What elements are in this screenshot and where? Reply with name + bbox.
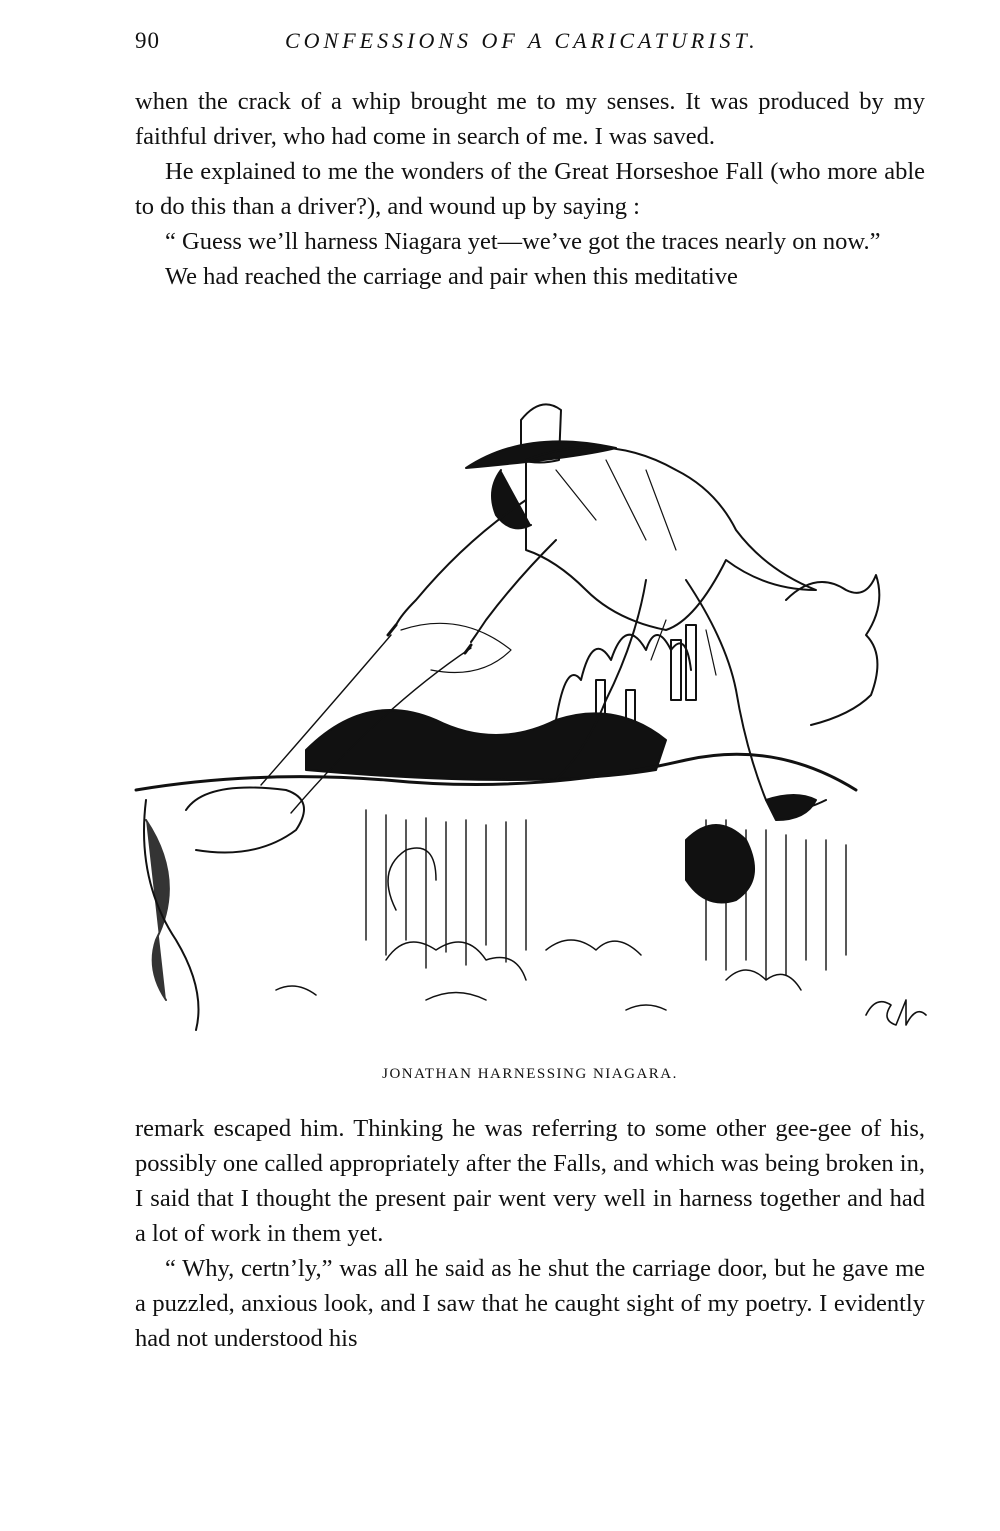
paragraph: “ Why, certn’ly,” was all he said as he shut the carriage door, but he gave me a puzzled, anxious look, and I saw that he caught sight of my poetry. I evidently had not understood his [135,1255,925,1352]
waterfall [136,754,856,1030]
paragraph: remark escaped him. Thinking he was referring to some other gee-gee of his, possibly one called appropriately after the Falls, and which was being broken in, I said that I thought the present pair went very well in harness together and had a lot of work in them yet. [135,1115,925,1247]
running-title: CONFESSIONS OF A CARICATURIST. [285,28,759,53]
paragraph: when the crack of a whip brought me to my senses. It was produced by my faithful driver, who had come in search of me. I was saved. [135,88,925,150]
body-text-top [135,84,925,294]
paragraph: We had reached the carriage and pair when this meditative [165,263,738,290]
running-head [135,28,925,58]
paragraph: “ Guess we’ll harness Niagara yet—we’ve got the traces nearly on now.” [165,228,881,255]
illustration-drawing [126,390,934,1060]
illustration-caption: JONATHAN HARNESSING NIAGARA. [382,1066,678,1082]
dark-bank [306,710,666,780]
paragraph: He explained to me the wonders of the Great Horseshoe Fall (who more able to do this than a driver?), and wound up by saying : [135,158,925,220]
background-trees [556,575,879,730]
artist-monogram [866,1000,926,1025]
body-text-bottom [135,1111,925,1356]
illustration [126,390,934,1060]
page-number: 90 [135,28,160,53]
